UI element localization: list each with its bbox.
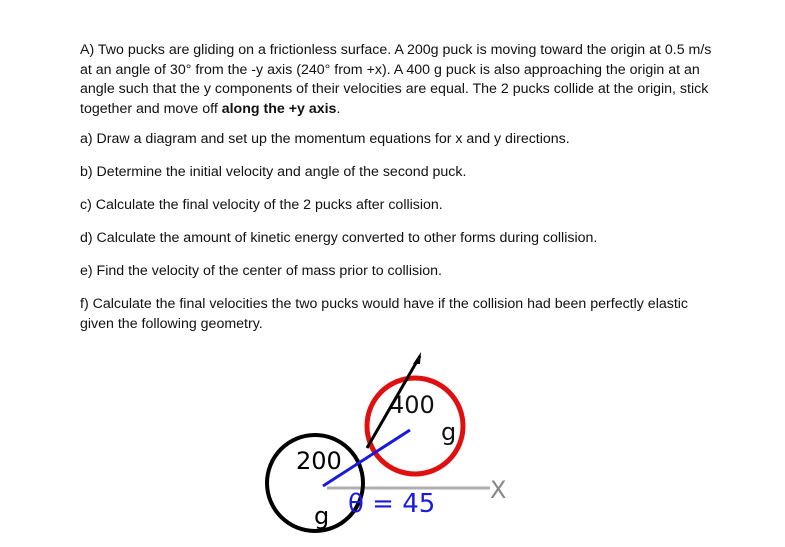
question-c: c) Calculate the final velocity of the 2 pucks after collision. <box>80 197 443 213</box>
question-e: e) Find the velocity of the center of mass prior to collision. <box>80 263 442 279</box>
puck-200-label: 200 <box>296 447 342 475</box>
velocity-arrowhead-icon <box>413 352 421 364</box>
puck-200-unit: g <box>314 502 330 530</box>
puck-400-unit: g <box>441 418 457 446</box>
puck-400-label: 400 <box>389 391 435 419</box>
question-b: b) Determine the initial velocity and angle of the second puck. <box>80 164 467 180</box>
angle-label: θ = 45 <box>348 489 436 519</box>
question-d: d) Calculate the amount of kinetic energy converted to other forms during collision. <box>80 230 598 246</box>
question-a: a) Draw a diagram and set up the momentum equations for x and y directions. <box>80 131 570 147</box>
intro-bold-text: along the +y axis <box>221 100 337 117</box>
intro-text: A) Two pucks are gliding on a frictionless surface. A 200g puck is moving toward the origin at 0.5 m/s at an angle of 30° from the -y axis (240° from +x). A 400 g puck is also approaching the origin at an angle such that the y components of their velocities are equal. The 2 pucks collide at the origin, stick together and move off <box>80 42 712 117</box>
question-f: f) Calculate the final velocities the two pucks would have if the collision had been perfectly elastic given the following geometry. <box>80 296 689 332</box>
intro-end-text: . <box>336 100 341 117</box>
x-axis-label: X <box>490 476 507 504</box>
